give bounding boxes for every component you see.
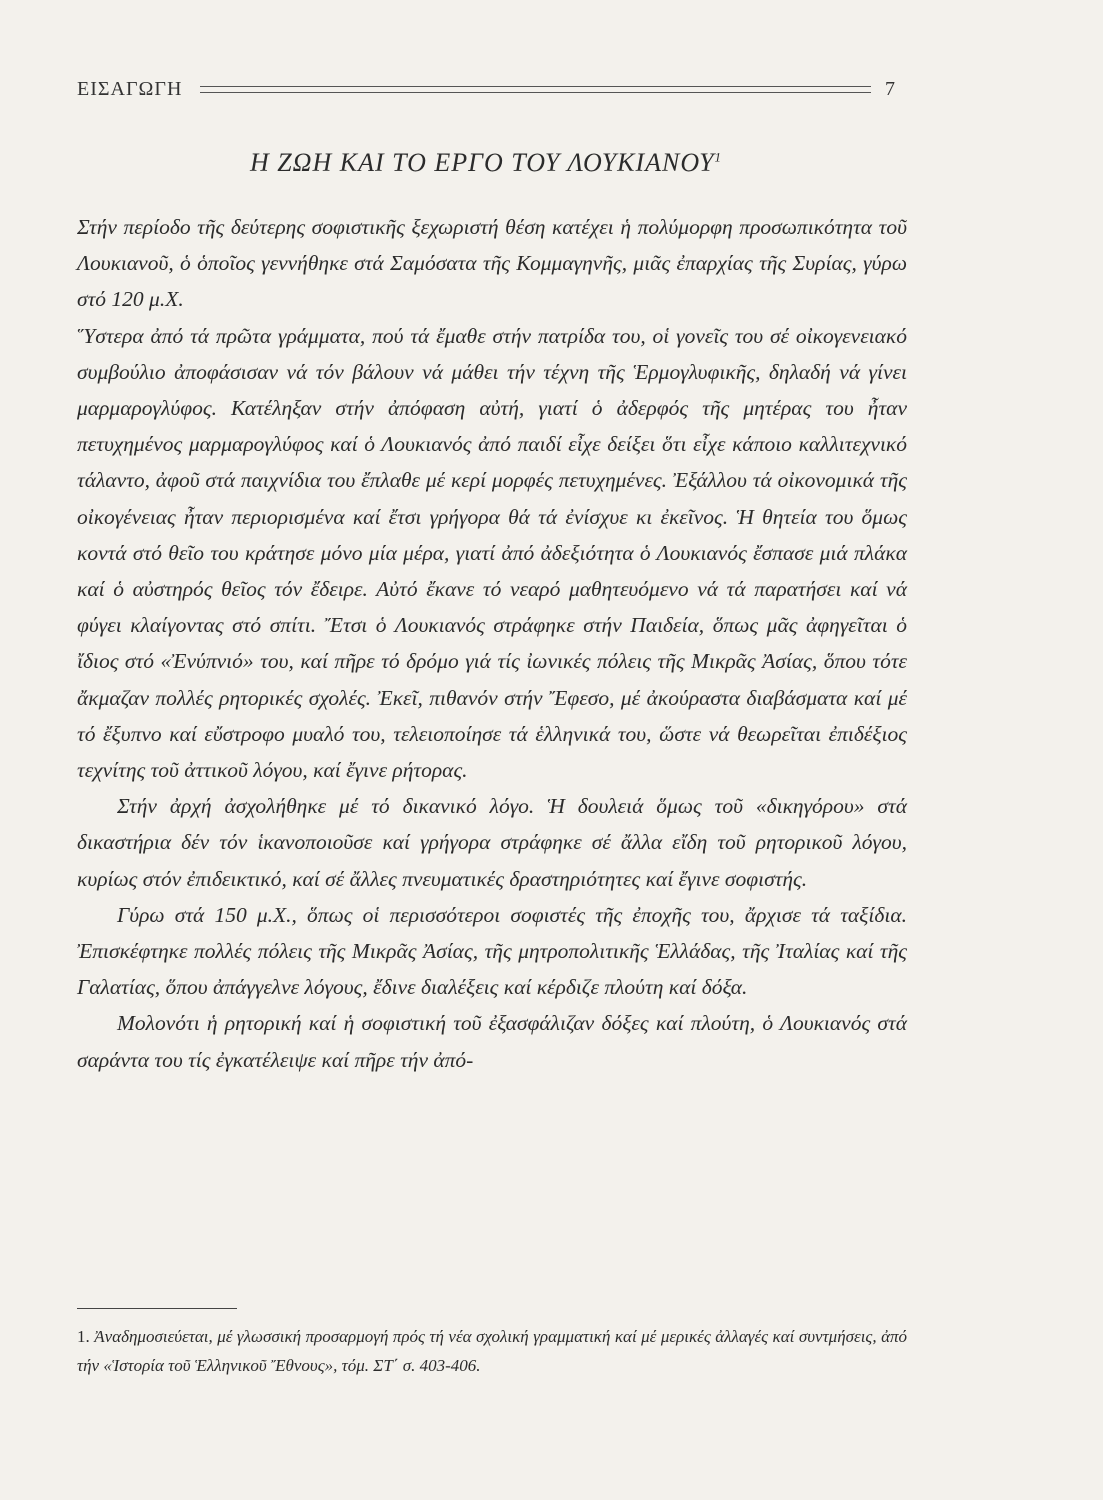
paragraph: Μολονότι ἡ ρητορική καί ἡ σοφιστική τοῦ ἐξασφάλιζαν δόξες καί πλούτη, ὁ Λουκιανός στά σαράντα του τίς ἐγκατέλειψε καί πῆρε τήν ἀπό- [77,1011,907,1072]
chapter-title-text: Η ΖΩΗ ΚΑΙ ΤΟ ΕΡΓΟ ΤΟΥ ΛΟΥΚΙΑΝΟΥ [249,148,715,177]
page-number: 7 [885,77,895,100]
footnote-marker: 1 [714,149,723,165]
footnote [77,1322,907,1380]
chapter-title [77,148,895,178]
header-rule [200,86,871,93]
section-title: ΕΙΣΑΓΩΓΗ [77,77,183,100]
running-header [77,74,895,104]
paragraph: Στήν περίοδο τῆς δεύτερης σοφιστικῆς ξεχωριστή θέση κατέχει ἡ πολύμορφη προσωπικότητα τοῦ Λουκιανοῦ, ὁ ὁποῖος γεννήθηκε στά Σαμόσατα τῆς Κομμαγηνῆς, μιᾶς ἐπαρχίας τῆς Συρίας, γύρω στό 120 μ.Χ. [77,215,907,312]
footnote-number: 1. [77,1327,90,1346]
paragraph: Γύρω στά 150 μ.Χ., ὅπως οἱ περισσότεροι σοφιστές τῆς ἐποχῆς του, ἄρχισε τά ταξίδια. Ἐπισκέφτηκε πολλές πόλεις τῆς Μικρᾶς Ἀσίας, τῆς μητροπολιτικῆς Ἑλλάδας, τῆς Ἰταλίας καί τῆς Γαλατίας, ὅπου ἀπάγγελνε λόγους, ἔδινε διαλέξεις καί κέρδιζε πλούτη καί δόξα. [77,902,907,1000]
footnote-text: Ἀναδημοσιεύεται, μέ γλωσσική προσαρμογή πρός τή νέα σχολική γραμματική καί μέ μερικές ἀλλαγές καί συντμήσεις, ἀπό τήν «Ἱστορία τοῦ Ἑλληνικοῦ Ἔθνους», τόμ. ΣΤ΄ σ. 403-406. [77,1327,908,1375]
paragraph: Ὕστερα ἀπό τά πρῶτα γράμματα, πού τά ἔμαθε στήν πατρίδα του, οἱ γονεῖς του σέ οἰκογενειακό συμβούλιο ἀποφάσισαν νά τόν βάλουν νά μάθει τήν τέχνη τῆς Ἑρμογλυφικῆς, δηλαδή νά γίνει μαρμαρογλύφος. Κατέληξαν στήν ἀπόφαση αὐτή, γιατί ὁ ἀδερφός τῆς μητέρας του ἦταν πετυχημένος μαρμαρογλύφος καί ὁ Λουκιανός ἀπό παιδί εἶχε δείξει ὅτι εἶχε κάποιο καλλιτεχνικό τάλαντο, ἀφοῦ στά παιχνίδια του ἔπλαθε μέ κερί μορφές πετυχημένες. Ἐξάλλου τά οἰκονομικά τῆς οἰκογένειας ἦταν περιορισμένα καί ἔτσι γρήγορα θά τά ἐνίσχυε κι ἐκεῖνος. Ἡ θητεία του ὅμως κοντά στό θεῖο του κράτησε μόνο μία μέρα, γιατί ἀπό ἀδεξιότητα ὁ Λουκιανός ἔσπασε μιά πλάκα καί ὁ αὐστηρός θεῖος τόν ἔδειρε. Αὐτό ἔκανε τό νεαρό μαθητευόμενο νά τά παρατήσει καί νά φύγει κλαίγοντας στό σπίτι. Ἔτσι ὁ Λουκιανός στράφηκε στήν Παιδεία, ὅπως μᾶς ἀφηγεῖται ὁ ἴδιος στό «Ἐνύπνιό» του, καί πῆρε τό δρόμο γιά τίς ἰωνικές πόλεις τῆς Μικρᾶς Ἀσίας, ὅπου τότε ἄκμαζαν πολλές ρητορικές σχολές. Ἐκεῖ, πιθανόν στήν Ἔφεσο, μέ ἀκούραστα διαβάσματα καί μέ τό ἔξυπνο καί εὔστροφο μυαλό του, τελειοποίησε τά ἑλληνικά του, ὥστε νά θεωρεῖται ἐπιδέξιος τεχνίτης τοῦ ἀττικοῦ λόγου, καί ἔγινε ρήτορας. [77,323,907,783]
body-text [77,209,907,1078]
paragraph: Στήν ἀρχή ἀσχολήθηκε μέ τό δικανικό λόγο. Ἡ δουλειά ὅμως τοῦ «δικηγόρου» στά δικαστήρια δέν τόν ἱκανοποιοῦσε καί γρήγορα στράφηκε σέ ἄλλα εἴδη τοῦ ρητορικοῦ λόγου, κυρίως στόν ἐπιδεικτικό, καί σέ ἄλλες πνευματικές δραστηριότητες καί ἔγινε σοφιστής. [77,794,907,891]
footnote-rule [77,1308,237,1309]
